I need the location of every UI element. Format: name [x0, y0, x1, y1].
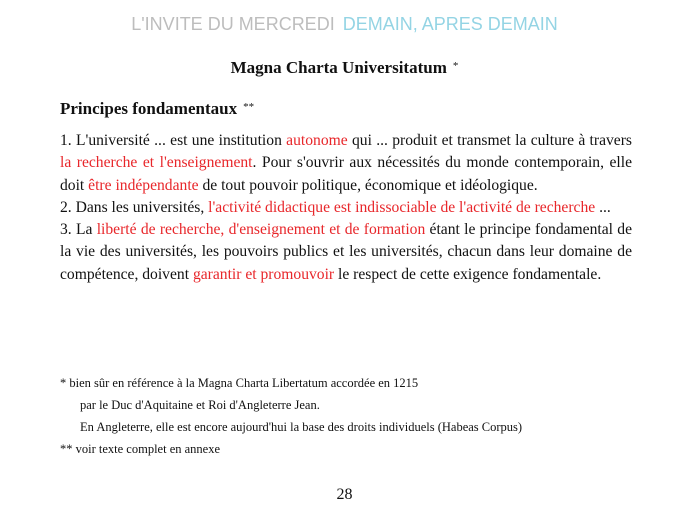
principle-3-highlight-2: garantir et promouvoir — [192, 265, 335, 283]
principle-1-text: de tout pouvoir politique, économique et idéologique. — [198, 176, 538, 194]
footnote: par le Duc d'Aquitaine et Roi d'Angleterre Jean. — [80, 398, 320, 412]
footnote: * bien sûr en référence à la Magna Charta Libertatum accordée en 1215 — [60, 376, 419, 390]
principle-1-text: 1. L'université ... est une institution — [60, 132, 287, 149]
principle-3-text: étant le principe fondamental de la vie des universités, les pouvoirs publics et les universités, chacun dans leur domaine de compétence, doivent — [60, 221, 632, 283]
principle-2-highlight-1: l'activité didactique est indissociable de l'activité de recherche — [208, 198, 596, 216]
section-footnote-mark: ** — [243, 101, 255, 113]
principle-3 — [60, 219, 632, 286]
principle-1-text: qui ... produit et transmet la culture à travers — [347, 132, 632, 149]
principle-3-highlight-1: liberté de recherche, d'enseignement et de formation — [96, 221, 426, 239]
title-footnote-mark: * — [452, 60, 459, 72]
footnote: En Angleterre, elle est encore aujourd'hui la base des droits individuels (Habeas Corpus) — [80, 420, 523, 434]
footnote: ** voir texte complet en annexe — [60, 442, 221, 456]
page-title-text: Magna Charta Universitatum — [230, 58, 447, 77]
principle-2-text: 2. Dans les universités, — [60, 198, 209, 216]
slide-header — [0, 14, 689, 35]
header-left-title: L'INVITE DU MERCREDI — [131, 14, 335, 34]
principle-3-text: le respect de cette exigence fondamentale. — [334, 265, 602, 283]
principle-2-text: ... — [595, 198, 611, 216]
principle-1-highlight-3: être indépendante — [88, 176, 199, 194]
principle-1 — [60, 130, 632, 197]
principle-2 — [60, 197, 632, 219]
section-heading — [60, 99, 254, 119]
footnotes — [60, 372, 650, 460]
principles-body — [60, 130, 632, 286]
principle-1-highlight-1: autonome — [286, 132, 348, 149]
section-heading-text: Principes fondamentaux — [60, 99, 238, 118]
principle-1-text: . Pour s'ouvrir aux nécessités du monde contemporain, elle doit — [60, 154, 632, 194]
header-right-title: DEMAIN, APRES DEMAIN — [342, 14, 558, 34]
page-title — [0, 58, 689, 78]
page-number: 28 — [336, 486, 353, 503]
principle-1-highlight-2: la recherche et l'enseignement — [60, 154, 253, 172]
principle-3-text: 3. La — [60, 221, 97, 239]
